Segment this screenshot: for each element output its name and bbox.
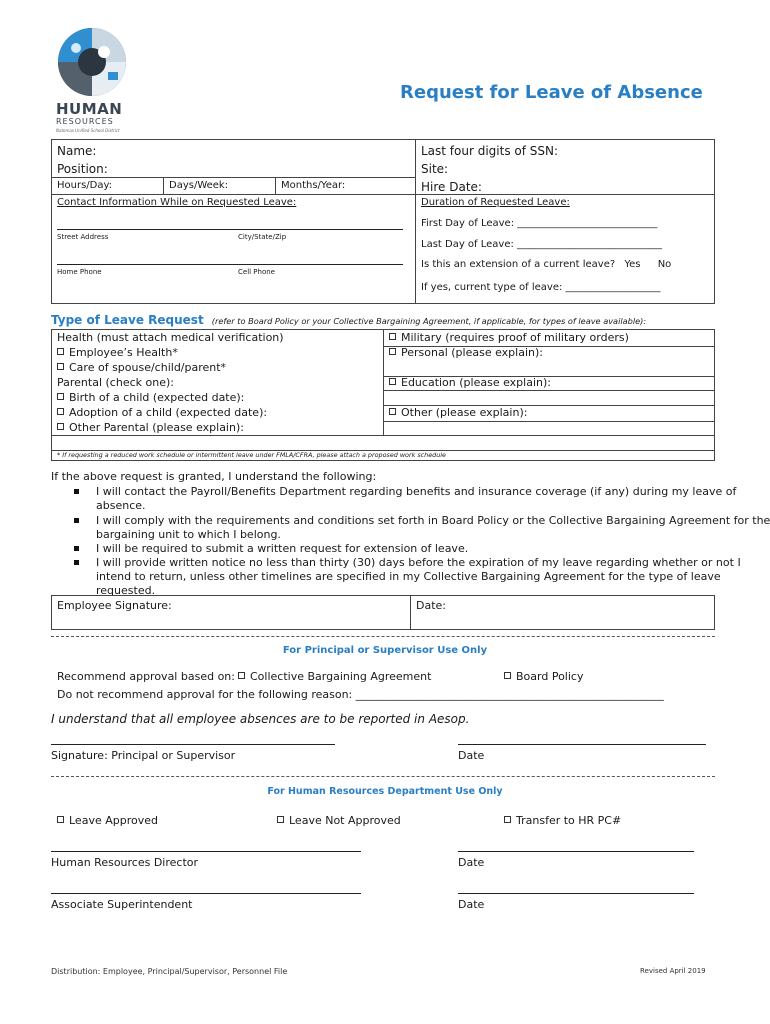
logo <box>50 22 130 134</box>
hr-transfer[interactable]: Transfer to HR PC# <box>504 814 621 827</box>
name-label: Name: <box>57 144 97 158</box>
logo-word-human: HUMAN <box>56 100 123 118</box>
contact-heading: Contact Information While on Requested Leave: <box>57 197 297 208</box>
hr-leave-not-approved[interactable]: Leave Not Approved <box>277 814 401 827</box>
distribution-note: Distribution: Employee, Principal/Supervisor, Personnel File <box>51 967 288 976</box>
duration-heading: Duration of Requested Leave: <box>421 197 570 208</box>
leave-birth[interactable]: Birth of a child (expected date): <box>57 391 244 404</box>
aesop-statement: I understand that all employee absences are to be reported in Aesop. <box>51 712 470 726</box>
cell-phone-label: Cell Phone <box>238 268 275 276</box>
checkbox[interactable] <box>57 423 64 430</box>
site-label: Site: <box>421 162 449 176</box>
leave-type-subtitle: (refer to Board Policy or your Collective Bargaining Agreement, if applicable, for types of leave available): <box>211 316 647 326</box>
extension-no[interactable]: No <box>657 259 672 270</box>
term-2-line-2: bargaining unit to which I belong. <box>96 528 281 541</box>
checkbox[interactable] <box>504 816 511 823</box>
hr-director-label: Human Resources Director <box>51 856 199 869</box>
page-title: Request for Leave of Absence <box>400 82 703 103</box>
checkbox[interactable] <box>57 393 64 400</box>
days-label: Days/Week: <box>169 180 229 191</box>
leave-type-title-row <box>51 309 646 328</box>
logo-subtitle: Natomas Unified School District <box>56 128 120 133</box>
leave-type-title: Type of Leave Request <box>51 313 204 327</box>
extension-question <box>421 259 671 271</box>
term-4-line-3: requested. <box>96 584 156 597</box>
last-day-field[interactable]: Last Day of Leave: _____________________________ <box>421 239 663 250</box>
leave-military[interactable]: Military (requires proof of military orders) <box>389 331 629 344</box>
checkbox[interactable] <box>389 378 396 385</box>
leave-employee-health[interactable]: Employee’s Health* <box>57 346 178 359</box>
terms-intro: If the above request is granted, I understand the following: <box>51 470 377 483</box>
extension-yes[interactable]: Yes <box>624 259 641 270</box>
recommend-cba-option[interactable]: Collective Bargaining Agreement <box>238 670 431 683</box>
term-3-line-1: I will be required to submit a written request for extension of leave. <box>96 542 469 555</box>
checkbox[interactable] <box>57 408 64 415</box>
recommend-board-option[interactable]: Board Policy <box>504 670 583 683</box>
leave-other-parental[interactable]: Other Parental (please explain): <box>57 421 244 434</box>
checkbox[interactable] <box>277 816 284 823</box>
leave-adoption[interactable]: Adoption of a child (expected date): <box>57 406 267 419</box>
hours-label: Hours/Day: <box>57 180 113 191</box>
checkbox[interactable] <box>238 672 245 679</box>
leave-parental: Parental (check one): <box>57 376 174 389</box>
leave-education[interactable]: Education (please explain): <box>389 376 551 389</box>
hr-director-date-label: Date <box>458 856 485 869</box>
checkbox[interactable] <box>389 348 396 355</box>
principal-heading: For Principal or Supervisor Use Only <box>282 645 488 656</box>
checkbox[interactable] <box>504 672 511 679</box>
checkbox[interactable] <box>389 333 396 340</box>
months-label: Months/Year: <box>281 180 346 191</box>
home-phone-label: Home Phone <box>57 268 102 276</box>
first-day-field[interactable]: First Day of Leave: ____________________________ <box>421 218 658 229</box>
leave-health: Health (must attach medical verification) <box>57 331 284 344</box>
street-address-label: Street Address <box>57 233 109 241</box>
checkbox[interactable] <box>57 363 64 370</box>
employee-signature-label[interactable]: Employee Signature: <box>57 599 172 612</box>
recommend-label: Recommend approval based on: <box>57 670 235 683</box>
leave-footnote: * If requesting a reduced work schedule or intermittent leave under FMLA/CFRA, please attach a proposed work schedule <box>57 451 446 459</box>
current-leave-type-field[interactable]: If yes, current type of leave: ___________________ <box>421 282 661 293</box>
assoc-superintendent-label: Associate Superintendent <box>51 898 193 911</box>
checkbox[interactable] <box>57 348 64 355</box>
leave-other[interactable]: Other (please explain): <box>389 406 527 419</box>
principal-signature-label: Signature: Principal or Supervisor <box>51 749 236 762</box>
hr-heading: For Human Resources Department Use Only <box>267 786 503 797</box>
hr-leave-approved[interactable]: Leave Approved <box>57 814 158 827</box>
logo-word-resources: RESOURCES <box>56 117 114 126</box>
checkbox[interactable] <box>389 408 396 415</box>
checkbox[interactable] <box>57 816 64 823</box>
city-state-zip-label: City/State/Zip <box>238 233 287 241</box>
hire-date-label: Hire Date: <box>421 180 482 194</box>
term-2-line-1: I will comply with the requirements and conditions set forth in Board Policy or the Collective Bargaining Agreement for the <box>96 514 770 527</box>
term-1-line-1: I will contact the Payroll/Benefits Department regarding benefits and insurance coverage (if any) during my leave of <box>96 485 737 498</box>
not-recommend-field[interactable]: Do not recommend approval for the following reason: ________________________________________________________ <box>57 688 664 701</box>
principal-date-label: Date <box>458 749 485 762</box>
assoc-superintendent-date-label: Date <box>458 898 485 911</box>
term-4-line-1: I will provide written notice no less than thirty (30) days before the expiration of my leave regarding whether or not I <box>96 556 741 569</box>
revised-date: Revised April 2019 <box>640 967 706 975</box>
term-4-line-2: intend to return, unless other timelines are specified in my Collective Bargaining Agreement for the type of leave <box>96 570 721 583</box>
logo-globe-icon <box>54 22 134 102</box>
ssn-label: Last four digits of SSN: <box>421 144 559 158</box>
extension-label: Is this an extension of a current leave? <box>421 259 616 270</box>
term-1-line-2: absence. <box>96 499 146 512</box>
leave-personal[interactable]: Personal (please explain): <box>389 346 543 359</box>
employee-date-label[interactable]: Date: <box>416 599 446 612</box>
leave-care-family[interactable]: Care of spouse/child/parent* <box>57 361 226 374</box>
position-label: Position: <box>57 162 108 176</box>
